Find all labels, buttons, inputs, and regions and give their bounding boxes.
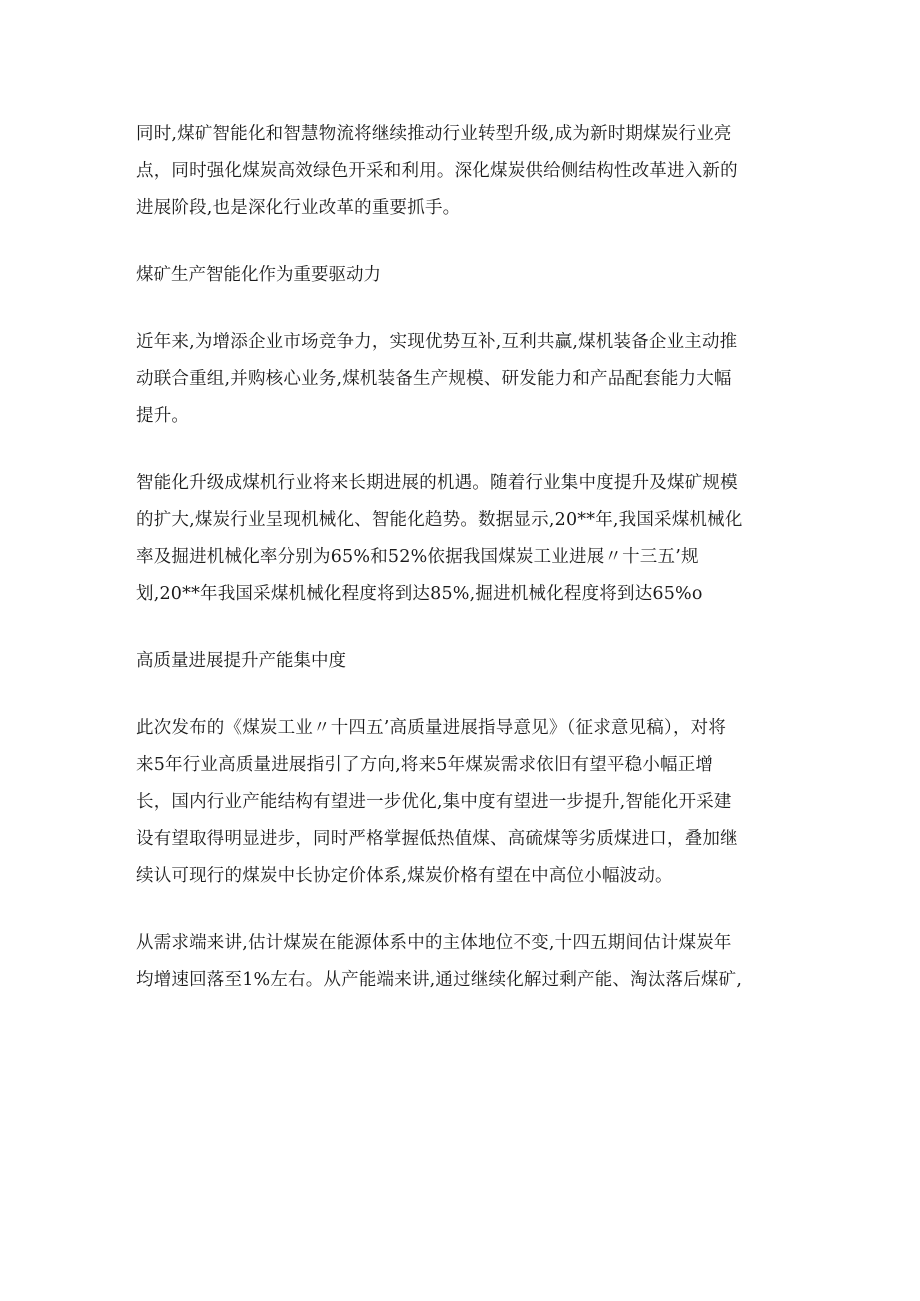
paragraph-line: 设有望取得明显进步，同时严格掌握低热值煤、高硫煤等劣质煤进口，叠加继 xyxy=(136,829,738,849)
paragraph-line: 从需求端来讲,估计煤炭在能源体系中的主体地位不变,十四五期间估计煤炭年 xyxy=(136,933,732,953)
paragraph-line: 划,20**年我国采煤机械化程度将到达85%,掘进机械化程度将到达65%o xyxy=(136,584,703,604)
paragraph-line: 来5年行业高质量进展指引了方向,将来5年煤炭需求依旧有望平稳小幅正增 xyxy=(136,755,714,775)
paragraph-line: 智能化升级成煤机行业将来长期进展的机遇。随着行业集中度提升及煤矿规模 xyxy=(136,473,738,493)
paragraph-line: 动联合重组,并购核心业务,煤机装备生产规模、研发能力和产品配套能力大幅 xyxy=(136,369,732,389)
paragraph-demand xyxy=(136,925,784,999)
paragraph-guidance xyxy=(136,710,784,895)
paragraph-line: 率及掘进机械化率分别为65%和52%依据我国煤炭工业进展〃十三五’规 xyxy=(136,547,699,567)
paragraph-line: 此次发布的《煤炭工业〃十四五’高质量进展指导意见》（征求意见稿），对将 xyxy=(136,718,727,738)
paragraph-intro xyxy=(136,116,784,227)
document-page xyxy=(136,116,784,1029)
paragraph-restructuring xyxy=(136,324,784,435)
paragraph-line: 长，国内行业产能结构有望进一步优化,集中度有望进一步提升,智能化开采建 xyxy=(136,792,732,812)
paragraph-line: 点，同时强化煤炭高效绿色开采和利用。深化煤炭供给侧结构性改革进入新的 xyxy=(136,161,738,181)
paragraph-line: 提升。 xyxy=(136,406,190,426)
paragraph-line: 近年来,为增添企业市场竞争力，实现优势互补,互利共赢,煤机装备企业主动推 xyxy=(136,332,738,352)
paragraph-line: 进展阶段,也是深化行业改革的重要抓手。 xyxy=(136,198,461,218)
paragraph-mechanization xyxy=(136,465,784,613)
paragraph-line: 同时,煤矿智能化和智慧物流将继续推动行业转型升级,成为新时期煤炭行业亮 xyxy=(136,124,732,144)
paragraph-line: 的扩大,煤炭行业呈现机械化、智能化趋势。数据显示,20**年,我国采煤机械化 xyxy=(136,510,743,530)
section-heading-capacity: 高质量进展提升产能集中度 xyxy=(136,651,346,671)
paragraph-line: 均增速回落至1%左右。从产能端来讲,通过继续化解过剩产能、淘汰落后煤矿, xyxy=(136,970,743,990)
paragraph-line: 续认可现行的煤炭中长协定价体系,煤炭价格有望在中高位小幅波动。 xyxy=(136,866,673,886)
section-heading-intelligent-mining: 煤矿生产智能化作为重要驱动力 xyxy=(136,265,381,285)
